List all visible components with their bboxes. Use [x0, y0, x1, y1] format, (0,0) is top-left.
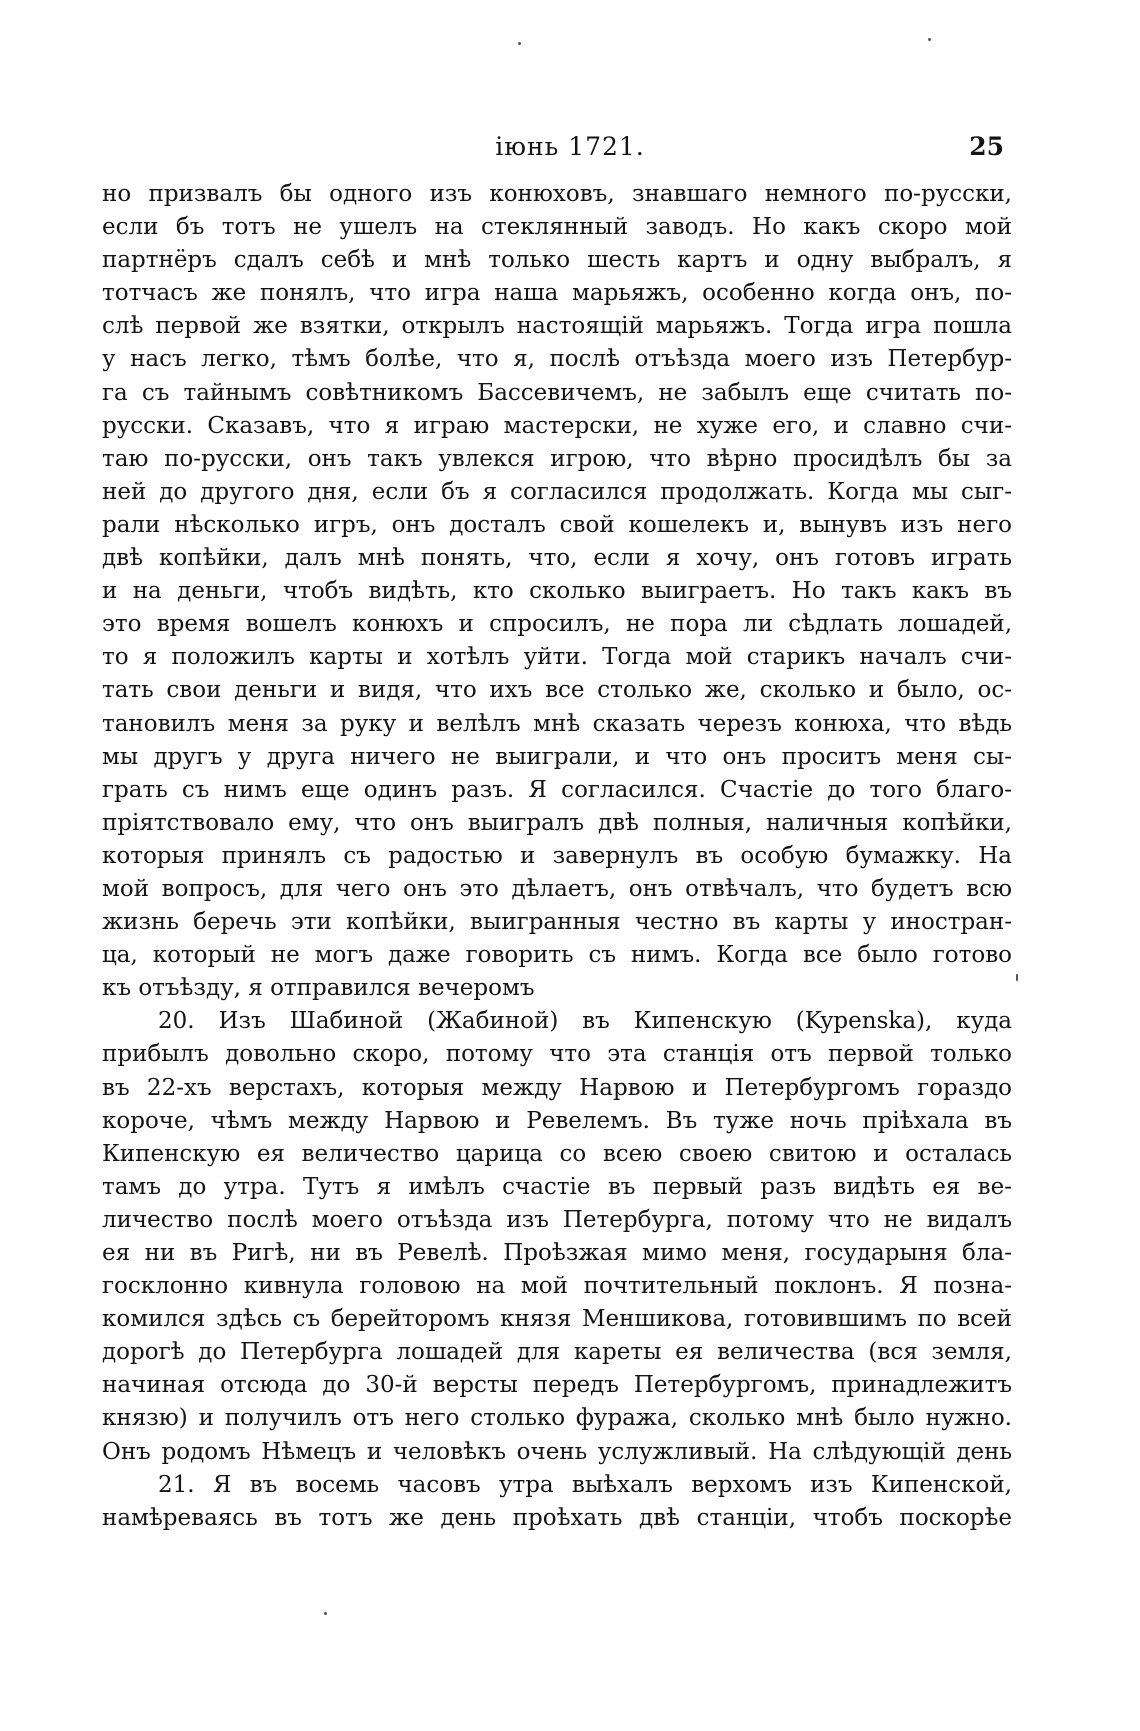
paragraph-start-line: 21. Я въ восемь часовъ утра выѣхалъ верхомъ изъ Кипенской, — [158, 1471, 1012, 1498]
text-line: начиная отсюда до 30-й версты передъ Петербургомъ, принадлежитъ — [102, 1372, 1012, 1399]
text-line: мы другъ у друга ничего не выиграли, и что онъ проситъ меня сы- — [102, 743, 1012, 770]
text-line: ней до другого дня, если бъ я согласился продолжать. Когда мы сыг- — [102, 478, 1012, 505]
text-line: грать съ нимъ еще одинъ разъ. Я согласился. Счастіе до того благо- — [102, 776, 1012, 803]
text-line: прибылъ довольно скоро, потому что эта станція отъ первой только — [102, 1041, 1012, 1068]
text-line: мой вопросъ, для чего онъ это дѣлаетъ, онъ отвѣчалъ, что будетъ всю — [102, 875, 1012, 902]
text-line: слѣ первой же взятки, открылъ настоящій марьяжъ. Тогда игра пошла — [102, 313, 1012, 340]
text-line: комился здѣсь съ берейторомъ князя Меншикова, готовившимъ по всей — [102, 1306, 1012, 1333]
text-line: если бъ тотъ не ушелъ на стеклянный заводъ. Но какъ скоро мой — [102, 214, 1012, 241]
text-line: Онъ родомъ Нѣмецъ и человѣкъ очень услужливый. На слѣдующій день — [102, 1438, 1012, 1465]
text-line: намѣреваясь въ тотъ же день проѣхать двѣ станціи, чтобъ поскорѣе — [102, 1504, 1012, 1531]
body-text — [102, 178, 1012, 1535]
scan-speck — [1016, 974, 1018, 981]
text-line: дорогѣ до Петербурга лошадей для кареты ея величества (вся земля, — [102, 1339, 1012, 1366]
page-number: 25 — [969, 132, 1004, 161]
text-line: тотчасъ же понялъ, что игра наша марьяжъ, особенно когда онъ, по- — [102, 280, 1012, 307]
text-line: но призвалъ бы одного изъ конюховъ, знавшаго немного по-русски, — [102, 181, 1012, 207]
text-line: и на деньги, чтобъ видѣть, кто сколько выиграетъ. Но такъ какъ въ — [102, 578, 1012, 605]
text-line: госклонно кивнула головою на мой почтительный поклонъ. Я позна- — [102, 1273, 1012, 1300]
paragraph-start-line: 20. Изъ Шабиной (Жабиной) въ Кипенскую (Kypenska), куда — [158, 1008, 1012, 1035]
text-line: ея ни въ Ригѣ, ни въ Ревелѣ. Проѣзжая мимо меня, государыня бла- — [102, 1240, 1012, 1266]
text-line: то я положилъ карты и хотѣлъ уйти. Тогда мой старикъ началъ счи- — [102, 644, 1012, 671]
text-line: которыя принялъ съ радостью и завернулъ въ особую бумажку. На — [102, 842, 1012, 869]
text-line: жизнь беречь эти копѣйки, выигранныя честно въ карты у иностран- — [102, 909, 1012, 936]
scan-speck — [324, 1612, 327, 1615]
page-header — [0, 124, 1140, 164]
text-line: русски. Сказавъ, что я играю мастерски, не хуже его, и славно счи- — [102, 412, 1012, 439]
text-line: ца, который не могъ даже говорить съ нимъ. Когда все было готово — [102, 942, 1012, 969]
running-head: іюнь 1721. — [495, 132, 645, 161]
text-line: двѣ копѣйки, далъ мнѣ понять, что, если я хочу, онъ готовъ играть — [102, 545, 1012, 572]
text-line: тамъ до утра. Тутъ я имѣлъ счастіе въ первый разъ видѣть ея ве- — [102, 1173, 1012, 1200]
text-line: у насъ легко, тѣмъ болѣе, что я, послѣ отъѣзда моего изъ Петербур- — [102, 346, 1012, 373]
text-line: личество послѣ моего отъѣзда изъ Петербурга, потому что не видалъ — [102, 1206, 1012, 1233]
text-line: князю) и получилъ отъ него столько фуража, сколько мнѣ было нужно. — [102, 1405, 1012, 1432]
scan-speck — [518, 42, 521, 45]
text-line: рали нѣсколько игръ, онъ досталъ свой кошелекъ и, вынувъ изъ него — [102, 511, 1012, 538]
paragraph-end-line: къ отъѣзду, я отправился вечеромъ — [102, 975, 535, 1002]
text-line: въ 22-хъ верстахъ, которыя между Нарвою и Петербургомъ гораздо — [102, 1074, 1012, 1101]
text-line: Кипенскую ея величество царица со всею своею свитою и осталась — [102, 1140, 1012, 1167]
text-line: пріятствовало ему, что онъ выигралъ двѣ полныя, наличныя копѣйки, — [102, 809, 1012, 836]
scan-speck — [928, 38, 931, 41]
text-line: тановилъ меня за руку и велѣлъ мнѣ сказать черезъ конюха, что вѣдь — [102, 710, 1012, 737]
text-line: партнёръ сдалъ себѣ и мнѣ только шесть картъ и одну выбралъ, я — [102, 247, 1012, 274]
text-line: тать свои деньги и видя, что ихъ все столько же, сколько и было, ос- — [102, 677, 1012, 704]
text-line: это время вошелъ конюхъ и спросилъ, не пора ли сѣдлать лошадей, — [102, 611, 1012, 638]
text-line: таю по-русски, онъ такъ увлекся игрою, что вѣрно просидѣлъ бы за — [102, 445, 1012, 472]
text-line: га съ тайнымъ совѣтникомъ Бассевичемъ, не забылъ еще считать по- — [102, 379, 1012, 406]
text-line: короче, чѣмъ между Нарвою и Ревелемъ. Въ туже ночь пріѣхала въ — [102, 1107, 1012, 1134]
